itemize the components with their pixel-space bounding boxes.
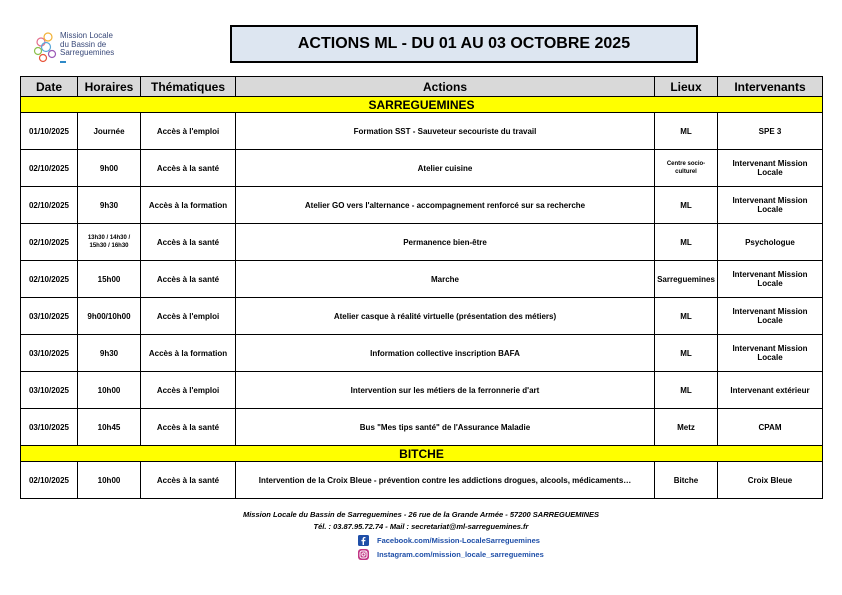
cell-intervenant: Croix Bleue xyxy=(718,462,823,499)
cell-action: Atelier casque à réalité virtuelle (présentation des métiers) xyxy=(236,298,655,335)
cell-lieu: ML xyxy=(655,187,718,224)
header-date: Date xyxy=(21,77,78,97)
facebook-icon xyxy=(358,535,369,546)
table-row xyxy=(21,462,823,499)
instagram-link[interactable]: Instagram.com/mission_locale_sarreguemines xyxy=(377,550,544,559)
cell-action: Formation SST - Sauveteur secouriste du travail xyxy=(236,113,655,150)
table-row xyxy=(21,372,823,409)
cell-date: 02/10/2025 xyxy=(21,261,78,298)
cell-date: 01/10/2025 xyxy=(21,113,78,150)
cell-lieu: ML xyxy=(655,113,718,150)
cell-intervenant: CPAM xyxy=(718,409,823,446)
cell-horaire: 9h00/10h00 xyxy=(78,298,141,335)
page-title: ACTIONS ML - DU 01 AU 03 OCTOBRE 2025 xyxy=(230,25,698,63)
cell-thematique: Accès à l'emploi xyxy=(141,113,236,150)
cell-thematique: Accès à la formation xyxy=(141,187,236,224)
cell-lieu: Centre socio-culturel xyxy=(655,150,718,187)
cell-lieu: ML xyxy=(655,224,718,261)
cell-lieu: Bitche xyxy=(655,462,718,499)
header-thematiques: Thématiques xyxy=(141,77,236,97)
cell-horaire: 13h30 / 14h30 / 15h30 / 16h30 xyxy=(78,224,141,261)
cell-action: Information collective inscription BAFA xyxy=(236,335,655,372)
cell-lieu: ML xyxy=(655,372,718,409)
cell-thematique: Accès à l'emploi xyxy=(141,372,236,409)
cell-date: 03/10/2025 xyxy=(21,335,78,372)
cell-action: Bus "Mes tips santé" de l'Assurance Maladie xyxy=(236,409,655,446)
cell-horaire: Journée xyxy=(78,113,141,150)
table-row xyxy=(21,224,823,261)
table-row xyxy=(21,113,823,150)
cell-date: 03/10/2025 xyxy=(21,409,78,446)
cell-horaire: 9h30 xyxy=(78,187,141,224)
cell-intervenant: SPE 3 xyxy=(718,113,823,150)
header-lieux: Lieux xyxy=(655,77,718,97)
cell-intervenant: Intervenant Mission Locale xyxy=(718,150,823,187)
cell-lieu: Metz xyxy=(655,409,718,446)
cell-intervenant: Intervenant Mission Locale xyxy=(718,187,823,224)
cell-date: 02/10/2025 xyxy=(21,150,78,187)
cell-thematique: Accès à la santé xyxy=(141,224,236,261)
cell-date: 02/10/2025 xyxy=(21,224,78,261)
cell-lieu: ML xyxy=(655,335,718,372)
table-row xyxy=(21,187,823,224)
table-row xyxy=(21,335,823,372)
section-row-sarreguemines xyxy=(21,97,823,113)
cell-thematique: Accès à la santé xyxy=(141,409,236,446)
cell-date: 03/10/2025 xyxy=(21,372,78,409)
cell-horaire: 10h00 xyxy=(78,462,141,499)
logo-circles-icon xyxy=(32,30,62,70)
cell-action: Marche xyxy=(236,261,655,298)
section-title: SARREGUEMINES xyxy=(21,97,823,113)
cell-horaire: 9h30 xyxy=(78,335,141,372)
cell-horaire: 10h45 xyxy=(78,409,141,446)
mission-locale-logo xyxy=(32,30,142,74)
cell-intervenant: Intervenant Mission Locale xyxy=(718,335,823,372)
table-row xyxy=(21,261,823,298)
cell-horaire: 10h00 xyxy=(78,372,141,409)
logo-line: Mission Locale xyxy=(60,31,113,40)
cell-action: Atelier GO vers l'alternance - accompagnement renforcé sur sa recherche xyxy=(236,187,655,224)
instagram-icon xyxy=(358,549,369,560)
cell-action: Atelier cuisine xyxy=(236,150,655,187)
cell-intervenant: Psychologue xyxy=(718,224,823,261)
cell-date: 02/10/2025 xyxy=(21,187,78,224)
header-horaires: Horaires xyxy=(78,77,141,97)
table-row xyxy=(21,150,823,187)
instagram-row xyxy=(358,549,544,560)
section-row-bitche xyxy=(21,446,823,462)
cell-intervenant: Intervenant Mission Locale xyxy=(718,298,823,335)
cell-lieu: ML xyxy=(655,298,718,335)
cell-date: 02/10/2025 xyxy=(21,462,78,499)
cell-thematique: Accès à la santé xyxy=(141,261,236,298)
cell-thematique: Accès à la santé xyxy=(141,150,236,187)
cell-date: 03/10/2025 xyxy=(21,298,78,335)
cell-action: Intervention de la Croix Bleue - prévention contre les addictions drogues, alcools, médicaments… xyxy=(236,462,655,499)
logo-badge xyxy=(60,61,66,63)
cell-action: Intervention sur les métiers de la ferronnerie d'art xyxy=(236,372,655,409)
cell-horaire: 15h00 xyxy=(78,261,141,298)
facebook-row xyxy=(358,535,540,546)
logo-line: du Bassin de xyxy=(60,39,107,49)
header-actions: Actions xyxy=(236,77,655,97)
logo-text xyxy=(60,32,114,58)
cell-thematique: Accès à la formation xyxy=(141,335,236,372)
actions-table xyxy=(20,76,823,499)
footer-contact: Tél. : 03.87.95.72.74 - Mail : secretariat@ml-sarreguemines.fr xyxy=(313,522,529,531)
section-title: BITCHE xyxy=(21,446,823,462)
header-intervenants: Intervenants xyxy=(718,77,823,97)
cell-thematique: Accès à la santé xyxy=(141,462,236,499)
cell-horaire: 9h00 xyxy=(78,150,141,187)
table-header-row xyxy=(21,77,823,97)
logo-line: Sarreguemines xyxy=(60,48,115,57)
footer-address: Mission Locale du Bassin de Sarreguemines - 26 rue de la Grande Armée - 57200 SARREGUEMINES xyxy=(242,510,600,519)
cell-thematique: Accès à l'emploi xyxy=(141,298,236,335)
facebook-link[interactable]: Facebook.com/Mission-LocaleSarreguemines xyxy=(377,536,540,545)
cell-intervenant: Intervenant Mission Locale xyxy=(718,261,823,298)
table-row xyxy=(21,409,823,446)
cell-action: Permanence bien-être xyxy=(236,224,655,261)
cell-intervenant: Intervenant extérieur xyxy=(718,372,823,409)
table-row xyxy=(21,298,823,335)
cell-lieu: Sarreguemines xyxy=(655,261,718,298)
